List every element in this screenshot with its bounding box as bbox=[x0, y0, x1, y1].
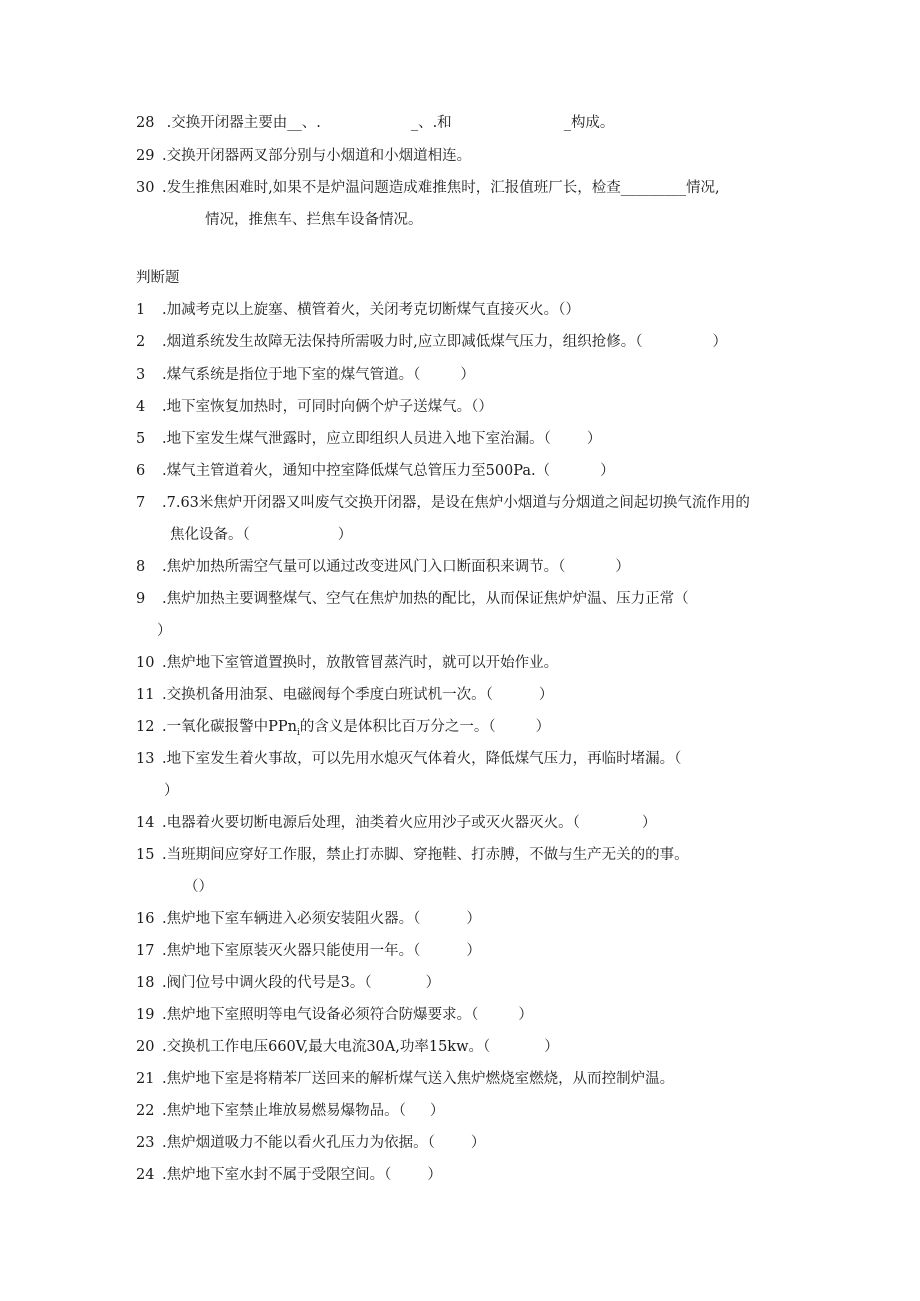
question-text: .焦炉地下室车辆进入必须安装阻火器。（ bbox=[162, 911, 421, 927]
judgment-10 bbox=[136, 653, 558, 673]
answer-paren-close: ） bbox=[712, 334, 727, 350]
question-number: 1 bbox=[136, 302, 146, 318]
question-text: .当班期间应穿好工作服，禁止打赤脚、穿拖鞋、打赤膊，不做与生产无关的的事。 bbox=[162, 847, 689, 863]
question-text: .一氧化碳报警中PPn bbox=[162, 719, 297, 735]
judgment-20 bbox=[136, 1037, 559, 1057]
question-number: 14 bbox=[136, 815, 155, 831]
question-number: 30 bbox=[136, 180, 155, 196]
judgment-5 bbox=[136, 429, 601, 449]
judgment-7-continuation bbox=[170, 525, 352, 545]
question-text-part-b: _、.和 bbox=[410, 115, 452, 131]
question-text: .焦炉地下室水封不属于受限空间。（ bbox=[162, 1167, 392, 1183]
judgment-22 bbox=[136, 1101, 444, 1121]
judgment-17 bbox=[136, 941, 481, 961]
question-text: .交换机备用油泵、电磁阀每个季度白班试机一次。（ bbox=[162, 687, 493, 703]
answer-paren-close: ） bbox=[641, 815, 657, 831]
question-number: 13 bbox=[136, 751, 155, 767]
question-number: 24 bbox=[136, 1167, 155, 1183]
judgment-15 bbox=[136, 845, 689, 865]
question-number: 20 bbox=[136, 1039, 155, 1055]
question-28 bbox=[136, 113, 614, 133]
question-text: .焦炉地下室照明等电气设备必须符合防爆要求。（ bbox=[162, 1007, 479, 1023]
question-text-continuation: 焦化设备。（ bbox=[170, 527, 250, 543]
question-text: .交换开闭器两叉部分别与小烟道和小烟道相连。 bbox=[162, 148, 472, 164]
judgment-18 bbox=[136, 973, 440, 993]
judgment-1 bbox=[136, 300, 580, 320]
judgment-14 bbox=[136, 813, 656, 833]
question-29 bbox=[136, 146, 471, 166]
question-text: .焦炉加热所需空气量可以通过改变进风门入口断面积来调节。（ bbox=[162, 559, 566, 575]
judgment-9-continuation bbox=[157, 621, 172, 641]
question-text: .地下室发生着火事故，可以先用水熄灭气体着火，降低煤气压力，再临时堵漏。（ bbox=[162, 751, 682, 767]
question-number: 23 bbox=[136, 1135, 155, 1151]
answer-paren-close: ） bbox=[425, 975, 441, 991]
answer-paren-close: ） bbox=[518, 1007, 533, 1023]
question-number: 11 bbox=[136, 687, 155, 703]
answer-paren-close: ） bbox=[535, 719, 551, 735]
answer-paren-close: ） bbox=[460, 367, 475, 383]
judgment-19 bbox=[136, 1005, 533, 1025]
question-text: .焦炉地下室禁止堆放易燃易爆物品。（ bbox=[162, 1103, 406, 1119]
question-number: 6 bbox=[136, 463, 146, 479]
judgment-15-continuation bbox=[184, 877, 213, 897]
question-text: .发生推焦困难时,如果不是炉温问题造成难推焦时，汇报值班厂长，检查_________情况, bbox=[162, 180, 720, 196]
question-number: 7 bbox=[136, 495, 146, 511]
answer-paren-close: ） bbox=[538, 687, 554, 703]
question-text-part-c: _构成。 bbox=[563, 115, 615, 131]
question-text: .焦炉地下室是将精苯厂送回来的解析煤气送入焦炉燃烧室燃烧，从而控制炉温。 bbox=[162, 1071, 675, 1087]
question-text: .焦炉地下室原装灭火器只能使用一年。（ bbox=[162, 943, 421, 959]
judgment-11 bbox=[136, 685, 553, 705]
judgment-21 bbox=[136, 1069, 674, 1089]
question-number: 4 bbox=[136, 399, 146, 415]
question-text: .交换机工作电压660V,最大电流30A,功率15kw。（ bbox=[162, 1039, 491, 1055]
question-number: 8 bbox=[136, 559, 146, 575]
answer-paren-close: ） bbox=[466, 943, 481, 959]
question-number: 3 bbox=[136, 367, 146, 383]
judgment-13 bbox=[136, 749, 681, 769]
question-text: .焦炉地下室管道置换时，放散管冒蒸汽时，就可以开始作业。 bbox=[162, 655, 559, 671]
question-text: .阀门位号中调火段的代号是3。（ bbox=[162, 975, 372, 991]
question-text: .煤气系统是指位于地下室的煤气管道。（ bbox=[162, 367, 421, 383]
question-number: 16 bbox=[136, 911, 155, 927]
judgment-23 bbox=[136, 1133, 485, 1153]
judgment-16 bbox=[136, 909, 481, 929]
question-text: .焦炉加热主要调整煤气、空气在焦炉加热的配比，从而保证焦炉炉温、压力正常（ bbox=[162, 591, 689, 607]
answer-paren-close: ） bbox=[600, 463, 615, 479]
judgment-2 bbox=[136, 332, 727, 352]
judgment-13-continuation bbox=[164, 781, 179, 801]
answer-paren-close: ） bbox=[544, 1039, 559, 1055]
question-text: .7.63米焦炉开闭器又叫废气交换开闭器，是设在焦炉小烟道与分烟道之间起切换气流作用的 bbox=[162, 495, 750, 511]
judgment-4 bbox=[136, 397, 493, 417]
question-text: .地下室恢复加热时，可同时向俩个炉子送煤气。（） bbox=[162, 399, 493, 415]
judgment-9 bbox=[136, 589, 689, 609]
question-text: .煤气主管道着火，通知中控室降低煤气总管压力至500Pa.（ bbox=[162, 463, 551, 479]
question-text: .烟道系统发生故障无法保持所需吸力时,应立即减低煤气压力，组织抢修。（ bbox=[162, 334, 643, 350]
question-number: 18 bbox=[136, 975, 155, 991]
answer-paren-close: ） bbox=[157, 623, 172, 639]
question-text: .加减考克以上旋塞、横管着火，关闭考克切断煤气直接灭火。（） bbox=[162, 302, 580, 318]
question-number: 9 bbox=[136, 591, 146, 607]
question-text-continuation: 情况，推焦车、拦焦车设备情况。 bbox=[205, 212, 423, 228]
answer-paren-close: ） bbox=[429, 1103, 445, 1119]
question-number: 21 bbox=[136, 1071, 155, 1087]
answer-paren-close: ） bbox=[337, 527, 353, 543]
question-text: .焦炉烟道吸力不能以看火孔压力为依据。（ bbox=[162, 1135, 435, 1151]
question-text-part-a: .交换开闭器主要由__、. bbox=[166, 115, 321, 131]
subscript: i bbox=[296, 727, 300, 738]
answer-paren-close: ） bbox=[615, 559, 630, 575]
judgment-12 bbox=[136, 717, 550, 743]
question-number: 5 bbox=[136, 431, 146, 447]
question-number: 15 bbox=[136, 847, 155, 863]
question-number: 28 bbox=[136, 115, 155, 131]
answer-paren-close: ） bbox=[466, 911, 481, 927]
question-number: 2 bbox=[136, 334, 146, 350]
question-number: 19 bbox=[136, 1007, 155, 1023]
section-title: 判断题 bbox=[136, 270, 180, 286]
answer-paren-close: ） bbox=[427, 1167, 442, 1183]
question-text-tail: 的含义是体积比百万分之一。（ bbox=[299, 719, 496, 735]
judgment-8 bbox=[136, 557, 630, 577]
judgment-7 bbox=[136, 493, 750, 513]
question-30 bbox=[136, 178, 720, 198]
question-number: 12 bbox=[136, 719, 155, 735]
answer-paren-close: ） bbox=[586, 431, 602, 447]
judgment-24 bbox=[136, 1165, 442, 1185]
question-number: 10 bbox=[136, 655, 155, 671]
judgment-6 bbox=[136, 461, 615, 481]
question-30-continuation bbox=[205, 210, 423, 230]
question-text: .地下室发生煤气泄露时，应立即组织人员进入地下室治漏。（ bbox=[162, 431, 551, 447]
question-number: 17 bbox=[136, 943, 155, 959]
question-number: 29 bbox=[136, 148, 155, 164]
question-number: 22 bbox=[136, 1103, 155, 1119]
answer-paren-close: ） bbox=[470, 1135, 486, 1151]
answer-paren-close: ） bbox=[164, 783, 179, 799]
answer-paren: （） bbox=[184, 879, 213, 895]
question-text: .电器着火要切断电源后处理，油类着火应用沙子或灭火器灭火。（ bbox=[162, 815, 580, 831]
judgment-3 bbox=[136, 365, 475, 385]
